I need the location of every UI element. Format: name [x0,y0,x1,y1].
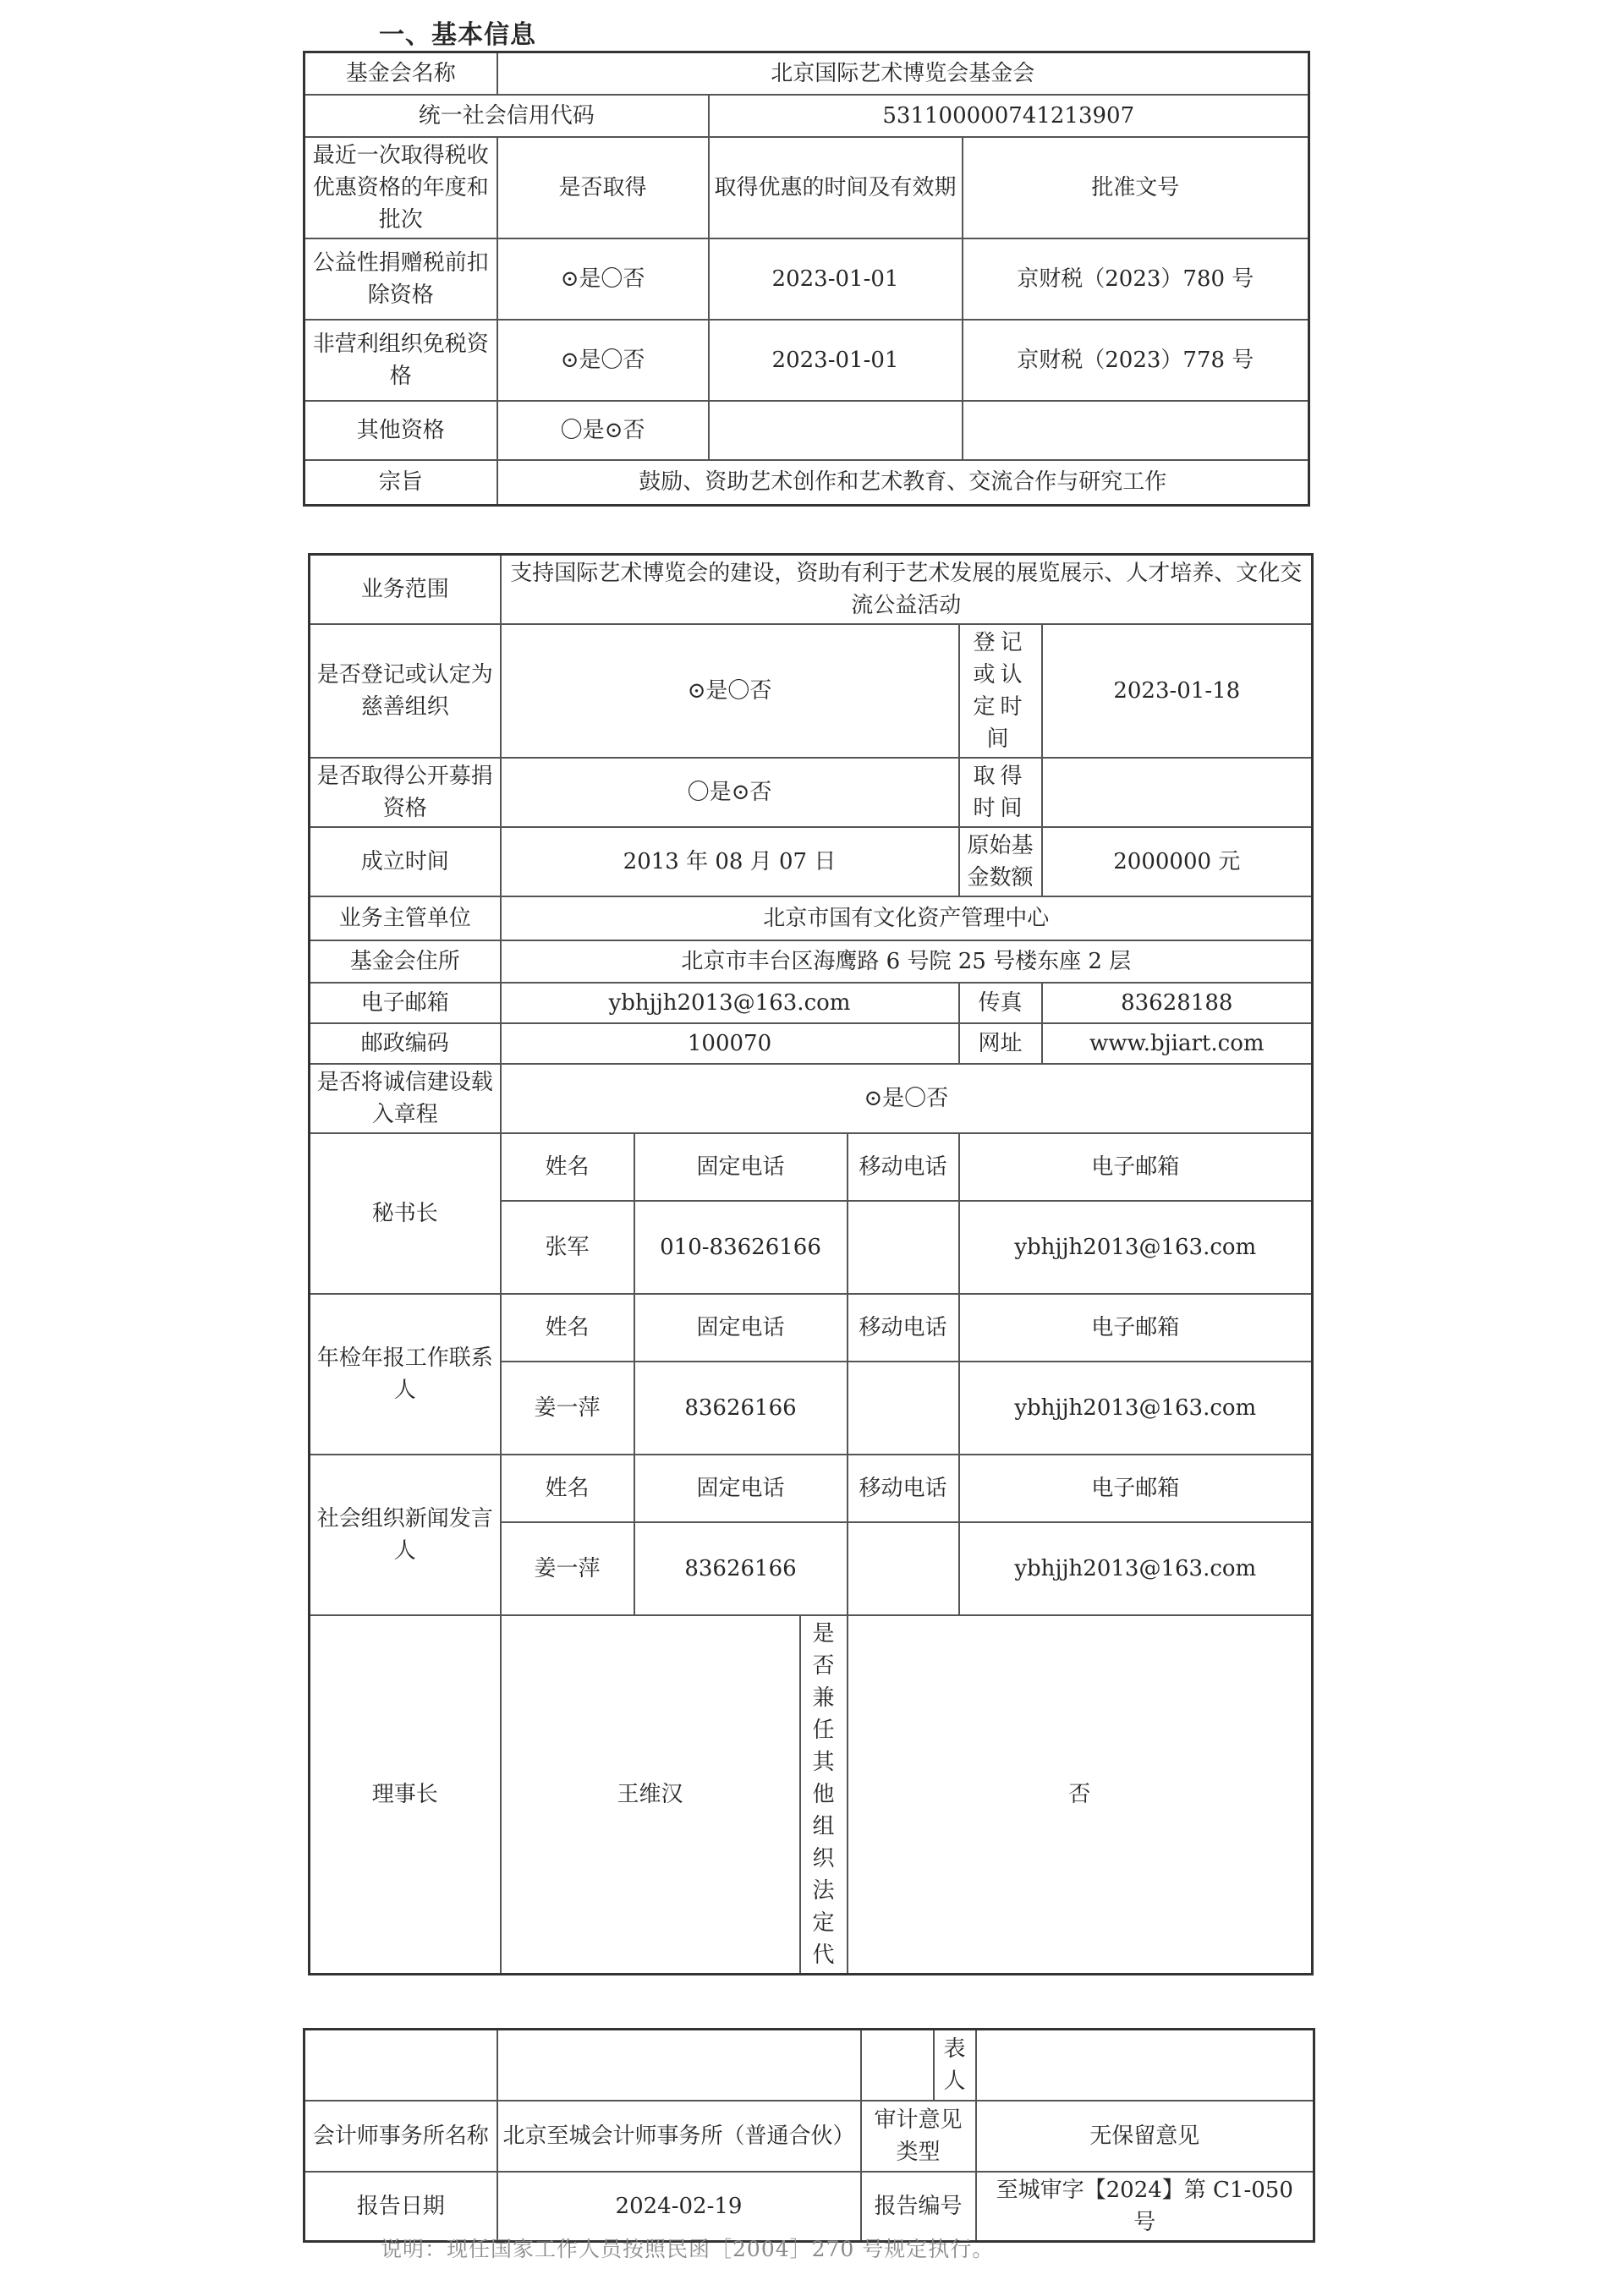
integrity-value: ⊙是〇否 [501,1064,1313,1133]
charity-value: ⊙是〇否 [501,624,959,758]
business-scope-value: 支持国际艺术博览会的建设，资助有利于艺术发展的展览展示、人才培养、文化交流公益活动 [501,555,1313,625]
founded-label: 成立时间 [310,827,501,896]
report-date-value: 2024-02-19 [497,2172,861,2242]
fundraise-label: 是否取得公开募捐资格 [310,758,501,827]
email-label: 电子邮箱 [310,983,501,1023]
credit-code-value: 53110000074121390​7 [709,95,1309,137]
contact-phone-header: 固定电话 [634,1455,848,1522]
postcode-value: 100070 [501,1023,959,1064]
concurrent-label-top-text: 是否兼任其他组织法定代 [812,1621,835,1968]
contact-mobile [848,1522,959,1615]
chairman-value: 王维汉 [501,1615,800,1975]
tax-row-status: 〇是⊙否 [497,401,709,460]
contact-email: ybhjjh2013@163.com [959,1362,1313,1455]
contact-mobile [848,1201,959,1294]
contact-role: 秘书长 [310,1133,501,1294]
fax-label: 传真 [959,983,1042,1023]
purpose-value: 鼓励、资助艺术创作和艺术教育、交流合作与研究工作 [497,460,1309,506]
fundraise-value: 〇是⊙否 [501,758,959,827]
audit-blank-cell [861,2030,934,2101]
purpose-label: 宗旨 [304,460,497,506]
business-scope-label: 业务范围 [310,555,501,625]
contact-name: 张军 [501,1201,634,1294]
contact-email-header: 电子邮箱 [959,1133,1313,1201]
foundation-name-label: 基金会名称 [304,52,497,95]
foundation-name-value: 北京国际艺术博览会基金会 [497,52,1309,95]
credit-code-label: 统一社会信用代码 [304,95,709,137]
audit-blank-cell [497,2030,861,2101]
website-value: www.bjiart.com [1042,1023,1313,1064]
fundraise-time-value [1042,758,1313,827]
email-value: ybhjjh2013@163.com [501,983,959,1023]
concurrent-label-bottom-text: 表人 [943,2036,966,2094]
audit-firm-value: 北京至城会计师事务所（普通合伙） [497,2101,861,2172]
contact-role: 社会组织新闻发言人 [310,1455,501,1615]
audit-firm-label: 会计师事务所名称 [304,2101,497,2172]
contact-name-header: 姓名 [501,1294,634,1362]
contact-mobile-header: 移动电话 [848,1133,959,1201]
tax-obtained-header: 是否取得 [497,137,709,238]
tax-row-status: ⊙是〇否 [497,320,709,401]
website-label: 网址 [959,1023,1042,1064]
contact-role: 年检年报工作联系人 [310,1294,501,1455]
report-number-label: 报告编号 [861,2172,976,2242]
address-label: 基金会住所 [310,940,501,983]
fax-value: 83628188 [1042,983,1313,1023]
contact-phone: 83626166 [634,1362,848,1455]
chairman-label: 理事长 [310,1615,501,1975]
contact-phone: 010-83626166 [634,1201,848,1294]
concurrent-label-bottom [934,2030,976,2101]
contact-phone-header: 固定电话 [634,1133,848,1201]
contact-email-header: 电子邮箱 [959,1294,1313,1362]
postcode-label: 邮政编码 [310,1023,501,1064]
audit-opinion-label: 审计意见类型 [861,2101,976,2172]
contact-mobile-header: 移动电话 [848,1294,959,1362]
tax-row-label: 非营利组织免税资格 [304,320,497,401]
tax-row-label: 公益性捐赠税前扣除资格 [304,238,497,320]
contact-email: ybhjjh2013@163.com [959,1201,1313,1294]
audit-opinion-value: 无保留意见 [976,2101,1314,2172]
concurrent-label-top [800,1615,848,1975]
tax-year-batch-header: 最近一次取得税收优惠资格的年度和批次 [304,137,497,238]
contact-name-header: 姓名 [501,1455,634,1522]
fundraise-time-label: 取得时间 [959,758,1042,827]
authority-value: 北京市国有文化资产管理中心 [501,896,1313,940]
tax-row-doc: 京财税（2023）778 号 [963,320,1309,401]
charity-time-value: 2023-01-18 [1042,624,1313,758]
fund-amount-value: 2000000 元 [1042,827,1313,896]
footnote: 说明：现任国家工作人员按照民函［2004］270 号规定执行。 [381,2237,995,2261]
contact-mobile [848,1362,959,1455]
report-number-value: 至城审字【2024】第 C1-050 号 [976,2172,1314,2242]
contact-mobile-header: 移动电话 [848,1455,959,1522]
audit-blank-cell [976,2030,1314,2101]
tax-row-label: 其他资格 [304,401,497,460]
audit-table [303,2028,1315,2243]
contact-phone: 83626166 [634,1522,848,1615]
contact-email-header: 电子邮箱 [959,1455,1313,1522]
tax-approval-header: 批准文号 [963,137,1309,238]
integrity-label: 是否将诚信建设载入章程 [310,1064,501,1133]
fund-amount-label: 原始基金数额 [959,827,1042,896]
tax-row-date: 2023-01-01 [709,238,963,320]
report-date-label: 报告日期 [304,2172,497,2242]
audit-blank-cell [304,2030,497,2101]
contact-name: 姜一萍 [501,1522,634,1615]
tax-row-status: ⊙是〇否 [497,238,709,320]
tax-row-date [709,401,963,460]
charity-label: 是否登记或认定为慈善组织 [310,624,501,758]
concurrent-value: 否 [848,1615,1313,1975]
address-value: 北京市丰台区海鹰路 6 号院 25 号楼东座 2 层 [501,940,1313,983]
contact-email: ybhjjh2013@163.com [959,1522,1313,1615]
contact-name: 姜一萍 [501,1362,634,1455]
charity-time-label: 登记或认定时间 [959,624,1042,758]
authority-label: 业务主管单位 [310,896,501,940]
contact-name-header: 姓名 [501,1133,634,1201]
tax-time-header: 取得优惠的时间及有效期 [709,137,963,238]
tax-row-doc: 京财税（2023）780 号 [963,238,1309,320]
tax-row-doc [963,401,1309,460]
founded-value: 2013 年 08 月 07 日 [501,827,959,896]
details-table [308,553,1314,1975]
contact-phone-header: 固定电话 [634,1294,848,1362]
section-title: 一、基本信息 [379,20,536,50]
basic-info-table [303,51,1310,507]
tax-row-date: 2023-01-01 [709,320,963,401]
